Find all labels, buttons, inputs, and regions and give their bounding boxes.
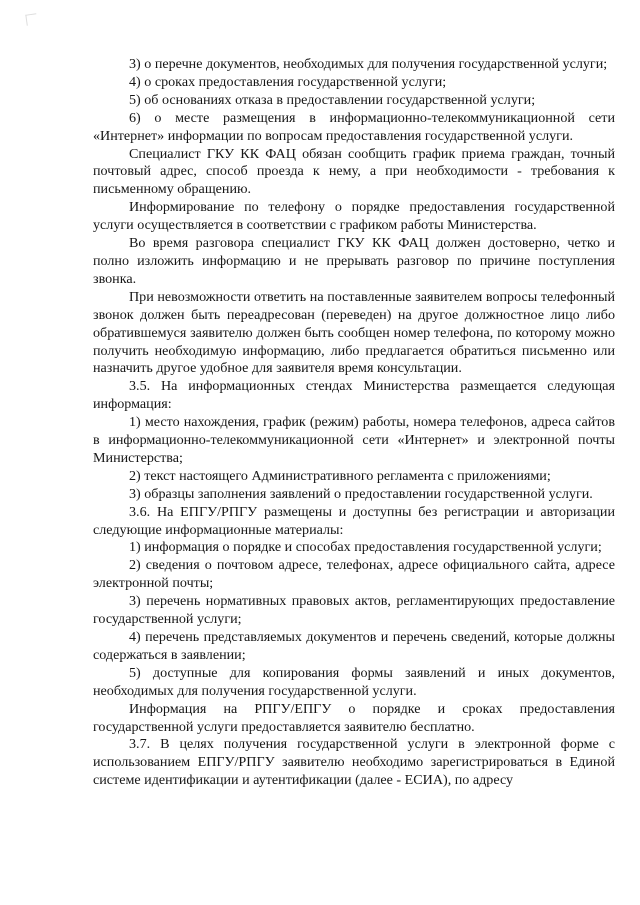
paragraph-call-redirect: При невозможности ответить на поставленные заявителем вопросы телефонный звонок должен быть переадресован (переведен) на другое должностное лицо либо обратившемуся заявителю должен быть сообщен номер телефона, по которому можно получить необходимую информацию, либо предлагается обратиться письменно или назначить другое удобное для заявителя время консультации.	[93, 288, 615, 377]
paragraph-phone-info: Информирование по телефону о порядке предоставления государственной услуги осуществляется в соответствии с графиком работы Министерства.	[93, 199, 615, 234]
paragraph-item-4: 4) о сроках предоставления государственной услуги;	[129, 73, 447, 90]
paragraph-stand-item-2: 2) текст настоящего Административного регламента с приложениями;	[129, 467, 551, 484]
paragraph-portal-item-5: 5) доступные для копирования формы заявлений и иных документов, необходимых для получения государственной услуги.	[93, 664, 615, 699]
paragraph-portal-item-4: 4) перечень представляемых документов и перечень сведений, которые должны содержаться в заявлении;	[93, 629, 615, 663]
paragraph-portal-item-3: 3) перечень нормативных правовых актов, регламентирующих предоставление государственной услуги;	[93, 593, 615, 628]
paragraph-section-3-7: 3.7. В целях получения государственной услуги в электронной форме с использованием ЕПГУ/РПГУ заявителю необходимо зарегистрироваться в Единой системе идентификации и аутентификации (далее - ЕСИА), по адресу	[93, 736, 615, 789]
paragraph-item-5: 5) об основаниях отказа в предоставлении государственной услуги;	[129, 91, 536, 108]
paragraph-item-6: 6) о месте размещения в информационно-телекоммуникационной сети «Интернет» информации по вопросам предоставления государственной услуги.	[93, 109, 615, 144]
paragraph-free-info: Информация на РПГУ/ЕПГУ о порядке и сроках предоставления государственной услуги предоставляется заявителю бесплатно.	[93, 700, 615, 735]
document-body	[93, 56, 615, 790]
paragraph-portal-item-2: 2) сведения о почтовом адресе, телефонах, адресе официального сайта, адресе электронной почты;	[93, 557, 615, 592]
paragraph-portal-item-1: 1) информация о порядке и способах предоставления государственной услуги;	[129, 539, 602, 556]
paragraph-stand-item-1: 1) место нахождения, график (режим) работы, номера телефонов, адреса сайтов в информационно-телекоммуникационной сети «Интернет» и электронной почты Министерства;	[93, 414, 615, 466]
paragraph-item-3: 3) о перечне документов, необходимых для получения государственной услуги;	[129, 56, 608, 72]
paragraph-specialist-duties: Специалист ГКУ КК ФАЦ обязан сообщить график приема граждан, точный почтовый адрес, способ проезда к нему, а при необходимости - требования к письменному обращению.	[93, 145, 615, 198]
scan-corner-mark	[25, 13, 37, 25]
paragraph-section-3-5: 3.5. На информационных стендах Министерства размещается следующая информация:	[93, 378, 615, 413]
paragraph-call-conduct: Во время разговора специалист ГКУ КК ФАЦ должен достоверно, четко и полно изложить информацию и не прерывать разговор по причине поступления звонка.	[93, 235, 615, 287]
paragraph-section-3-6: 3.6. На ЕПГУ/РПГУ размещены и доступны без регистрации и авторизации следующие информационные материалы:	[93, 503, 615, 538]
paragraph-stand-item-3: 3) образцы заполнения заявлений о предоставлении государственной услуги.	[129, 485, 593, 502]
